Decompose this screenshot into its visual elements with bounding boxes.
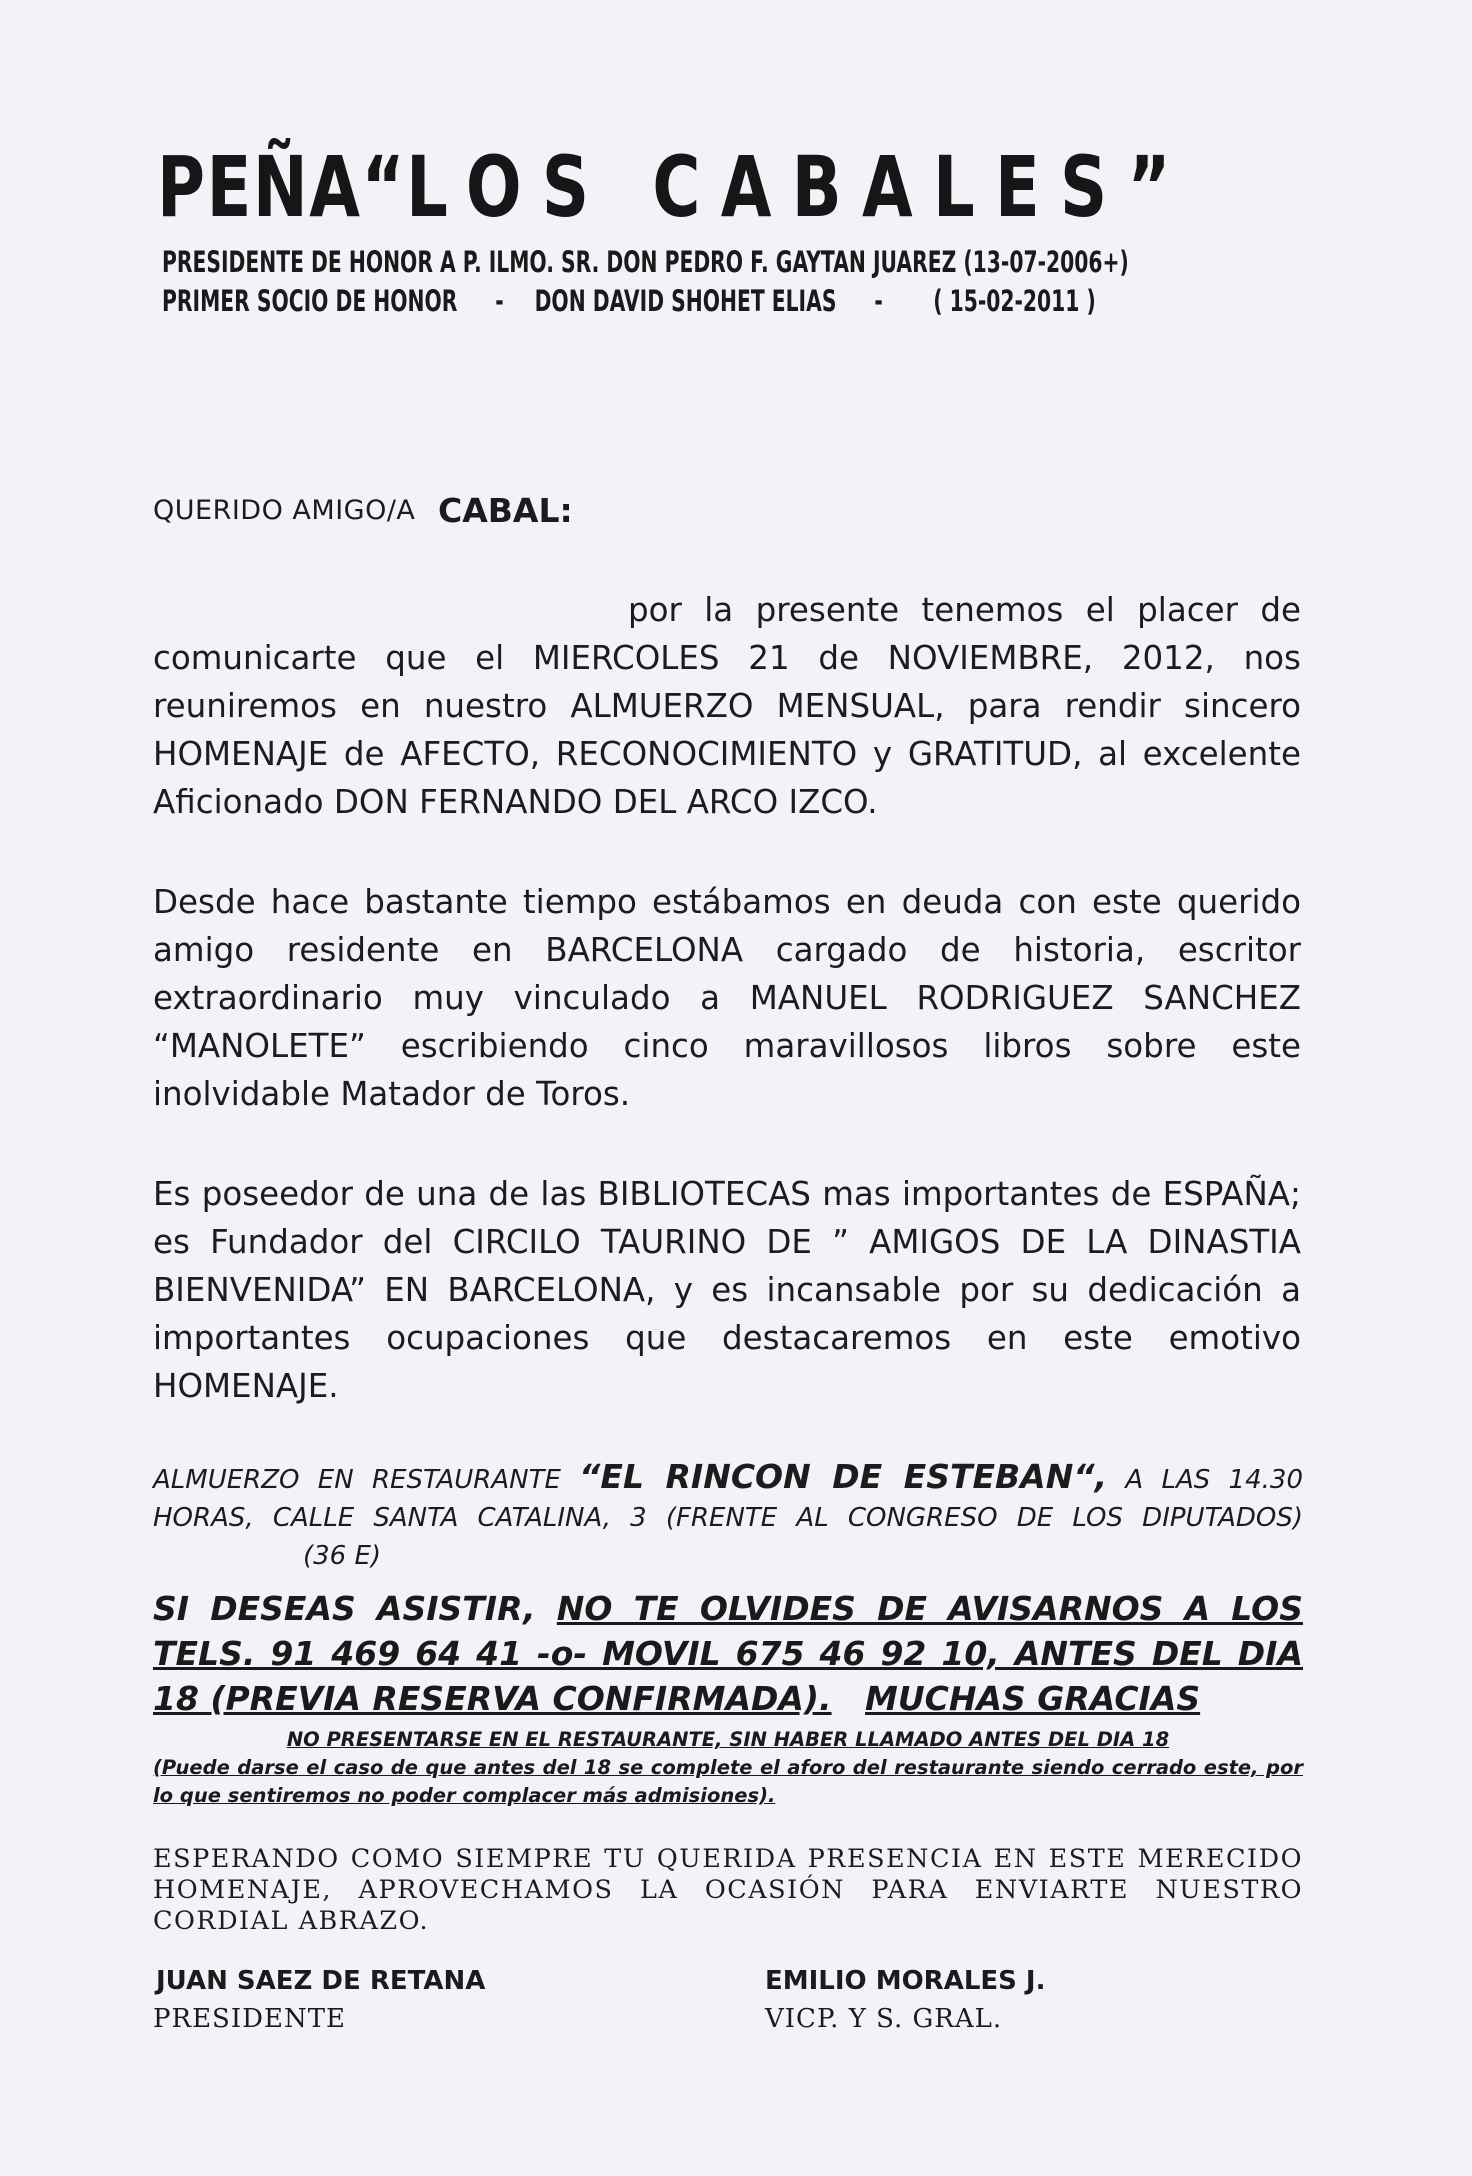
signature-president-role: PRESIDENTE [153, 2004, 347, 2034]
honor-separator: - [874, 284, 883, 318]
rsvp-notice [153, 1586, 1303, 1721]
capacity-note: (Puede darse el caso de que antes del 18 se complete el aforo del restaurante siendo cerrado este, por lo que sentiremos no poder complacer más admisiones). [153, 1756, 1303, 1807]
lunch-address: A LAS 14.30 HORAS, CALLE SANTA CATALINA, 3 (FRENTE AL CONGRESO DE LOS DIPUTADOS) [153, 1465, 1303, 1533]
rsvp-thanks: MUCHAS GRACIAS [865, 1679, 1201, 1718]
paragraph-invitation-text: por la presente tenemos el placer de comunicarte que el MIERCOLES 21 de NOVIEMBRE, 2012, nos reuniremos en nuestro ALMUERZO MENSUAL, para rendir sincero HOMENAJE de AFECTO, RECONOCIMIENTO y GRATITUD, al excelente Aficionado DON FERNANDO DEL ARCO IZCO. [153, 591, 1301, 821]
paragraph-invitation [153, 586, 1301, 826]
lunch-intro: ALMUERZO EN RESTAURANTE [153, 1465, 561, 1495]
rsvp-phones: NO TE OLVIDES DE AVISARNOS A LOS TELS. 91 469 64 41 -o- MOVIL 675 46 92 10, ANTES DEL DIA 18 (PREVIA RESERVA CONFIRMADA). [153, 1589, 1303, 1718]
honor-member-name: DON DAVID SHOHET ELIAS [534, 284, 837, 318]
salutation-emphasis: CABAL: [438, 491, 573, 530]
honor-date: ( 15-02-2011 ) [933, 284, 1096, 318]
paragraph-library: Es poseedor de una de las BIBLIOTECAS mas importantes de ESPAÑA; es Fundador del CIRCILO TAURINO DE ” AMIGOS DE LA DINASTIA BIENVENIDA” EN BARCELONA, y es incansable por su dedicación a importantes ocupaciones que destacaremos en este emotivo HOMENAJE. [153, 1175, 1301, 1405]
club-title-prefix: PEÑA“ [157, 138, 407, 236]
signature-president-name: JUAN SAEZ DE RETANA [156, 1966, 486, 1996]
club-title-name: LOS CABALES [406, 138, 1128, 236]
club-title-suffix: ” [1127, 138, 1173, 236]
club-title [157, 138, 1173, 236]
salutation: QUERIDO AMIGO/A [153, 495, 416, 526]
signature-secretary-name: EMILIO MORALES J. [765, 1966, 1046, 1996]
closing-text: ESPERANDO COMO SIEMPRE TU QUERIDA PRESENCIA EN ESTE MERECIDO HOMENAJE, APROVECHAMOS LA OCASIÓN PARA ENVIARTE NUESTRO CORDIAL ABRAZO. [153, 1844, 1303, 1936]
paragraph-biography: Desde hace bastante tiempo estábamos en deuda con este querido amigo residente en BARCELONA cargado de historia, escritor extraordinario muy vinculado a MANUEL RODRIGUEZ SANCHEZ “MANOLETE” escribiendo cinco maravillosos libros sobre este inolvidable Matador de Toros. [153, 883, 1301, 1113]
restaurant-name: “EL RINCON DE ESTEBAN“, [579, 1457, 1108, 1496]
warning-line: NO PRESENTARSE EN EL RESTAURANTE, SIN HABER LLAMADO ANTES DEL DIA 18 [286, 1728, 1170, 1751]
honorary-president-line: PRESIDENTE DE HONOR A P. ILMO. SR. DON PEDRO F. GAYTAN JUAREZ (13-07-2006+) [162, 245, 1129, 279]
lunch-details [153, 1458, 1303, 1575]
warning-block [153, 1726, 1303, 1810]
honor-separator: - [495, 284, 504, 318]
lunch-price: (36 E) [303, 1541, 382, 1571]
rsvp-lead: SI DESEAS ASISTIR, [153, 1589, 536, 1628]
first-honorary-member-line [162, 286, 1096, 316]
signature-secretary-role: VICP. Y S. GRAL. [765, 2004, 1003, 2034]
honor-title: PRIMER SOCIO DE HONOR [162, 284, 458, 318]
